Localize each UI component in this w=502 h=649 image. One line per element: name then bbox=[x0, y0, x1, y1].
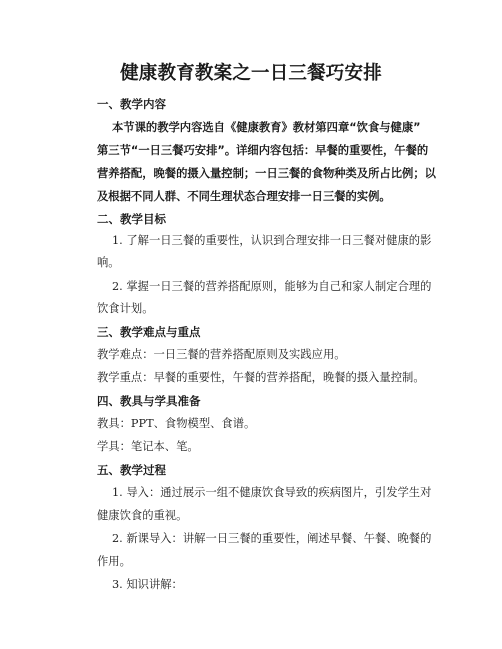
section-heading-materials: 四、教具与学具准备 bbox=[97, 394, 201, 408]
key-point-line: 教学重点：早餐的重要性，午餐的营养搭配，晚餐的摄入量控制。 bbox=[97, 371, 425, 384]
key-point-line: 教学难点：一日三餐的营养搭配原则及实践应用。 bbox=[97, 348, 346, 361]
materials-line: 学具：笔记本、笔。 bbox=[97, 440, 199, 453]
objective-item-line: 响。 bbox=[97, 256, 120, 269]
content-paragraph-line: 及根据不同人群、不同生理状态合理安排一日三餐的实例。 bbox=[97, 190, 391, 203]
section-heading-process: 五、教学过程 bbox=[97, 463, 166, 477]
process-item-line: 健康饮食的重视。 bbox=[97, 509, 188, 522]
objective-item-line: 2. 掌握一日三餐的营养搭配原则，能够为自己和家人制定合理的 bbox=[112, 280, 432, 293]
content-paragraph-line: 第三节“一日三餐巧安排”。详细内容包括：早餐的重要性，午餐的 bbox=[97, 144, 429, 157]
section-heading-key-points: 三、教学难点与重点 bbox=[97, 325, 201, 339]
process-item-line: 3. 知识讲解： bbox=[112, 578, 183, 591]
process-item-line: 2. 新课导入：讲解一日三餐的重要性，阐述早餐、午餐、晚餐的 bbox=[112, 532, 432, 545]
content-paragraph-line: 营养搭配，晚餐的摄入量控制；一日三餐的食物种类及所占比例；以 bbox=[97, 167, 436, 180]
process-item-line: 作用。 bbox=[97, 555, 131, 568]
objective-item-line: 饮食计划。 bbox=[97, 302, 154, 315]
section-heading-objectives: 二、教学目标 bbox=[97, 212, 166, 226]
content-paragraph-line: 本节课的教学内容选自《健康教育》教材第四章“饮食与健康” bbox=[112, 121, 421, 134]
document-title: 健康教育教案之一日三餐巧安排 bbox=[120, 63, 382, 84]
process-item-line: 1. 导入：通过展示一组不健康饮食导致的疾病图片，引发学生对 bbox=[112, 486, 432, 499]
section-heading-content: 一、教学内容 bbox=[97, 97, 166, 111]
objective-item-line: 1. 了解一日三餐的重要性，认识到合理安排一日三餐对健康的影 bbox=[112, 234, 432, 247]
materials-line: 教具：PPT、食物模型、食谱。 bbox=[97, 417, 256, 430]
